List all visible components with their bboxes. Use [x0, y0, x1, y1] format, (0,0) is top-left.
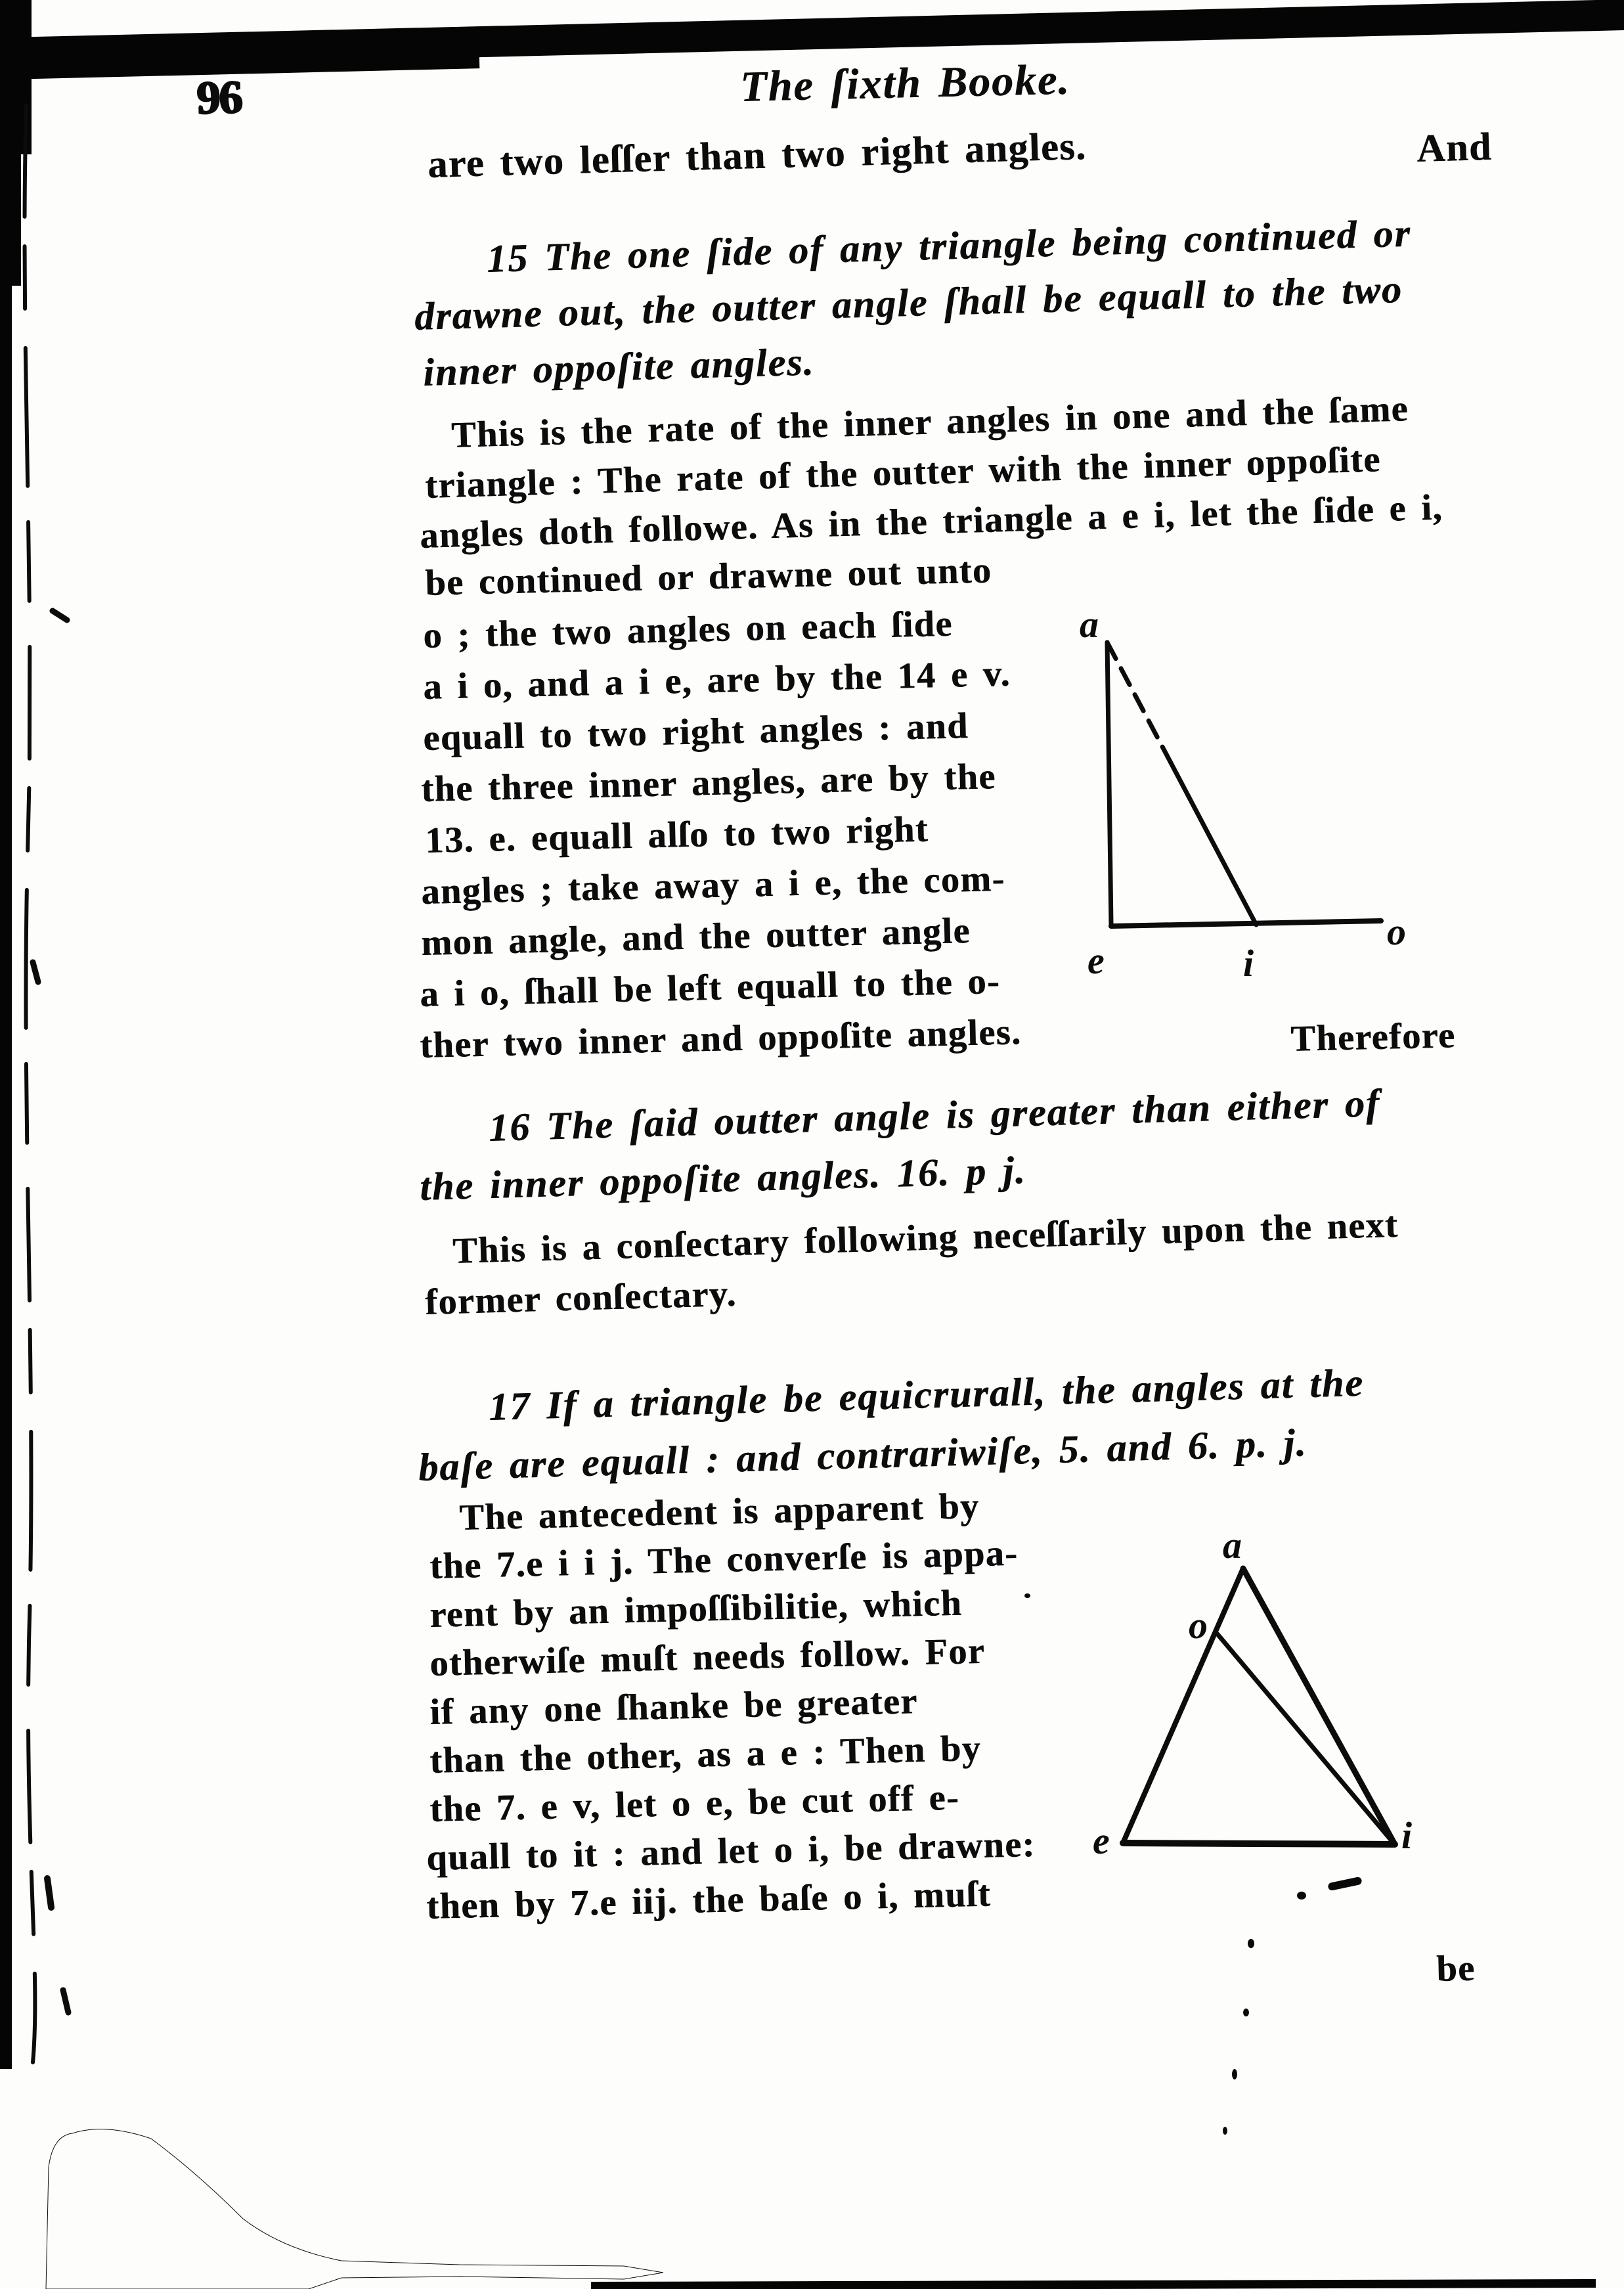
- col15-line-8: mon angle, and the outter angle: [420, 910, 971, 964]
- ink-speck: [1223, 2127, 1227, 2135]
- col17-line-2: the 7.e i i j. The converſe is appa-: [429, 1532, 1019, 1587]
- figure2-base-ei: [1123, 1843, 1395, 1844]
- col15-line-10: ther two inner and oppoſite angles.: [419, 1011, 1022, 1066]
- ink-speck: [1024, 1593, 1030, 1598]
- col17-line-3: rent by an impoſſibilitie, which: [429, 1582, 963, 1635]
- col15-line-3: a i o, and a i e, are by the 14 e v.: [422, 653, 1011, 707]
- col15-line-7: angles ; take away a i e, the com-: [420, 858, 1006, 912]
- therefore-label: Therefore: [1290, 1015, 1456, 1059]
- prop15-line-3: inner oppoſite angles.: [422, 340, 816, 394]
- catchword-be: be: [1436, 1947, 1476, 1989]
- page-title: The ſixth Booke.: [739, 55, 1071, 111]
- figure2-triangle-aeio: [1077, 1524, 1445, 1892]
- col17-line-6: than the other, as a e : Then by: [429, 1727, 982, 1781]
- col15-line-2: o ; the two angles on each ſide: [422, 603, 954, 656]
- ink-speck: [1232, 2069, 1237, 2079]
- col17-line-4: otherwiſe muſt needs follow. For: [429, 1630, 986, 1684]
- figure1-label-e: e: [1087, 939, 1105, 982]
- prop17-line-1: 17 If a triangle be equicrurall, the angles at the: [488, 1360, 1365, 1429]
- ink-speck: [1297, 1892, 1306, 1900]
- col15-line-9: a i o, ſhall be left equall to the o-: [419, 960, 1001, 1015]
- figure1-side-ea: [1107, 642, 1111, 925]
- figure2-side-ai: [1243, 1568, 1395, 1844]
- figure2-label-o: o: [1189, 1604, 1208, 1647]
- para15-line-3: angles doth followe. As in the triangle a e i, let the ſide e i,: [419, 487, 1443, 556]
- figure2-side-ea: [1123, 1568, 1243, 1843]
- col15-line-1: be continued or drawne out unto: [424, 550, 992, 604]
- figure1-label-o: o: [1387, 910, 1406, 953]
- prop16-line-2: the inner oppoſite angles. 16. p j.: [419, 1148, 1027, 1209]
- col17-line-5: if any one ſhanke be greater: [429, 1681, 919, 1733]
- col15-line-6: 13. e. equall alſo to two right: [424, 809, 929, 861]
- scan-artifact-top-band: [0, 0, 1624, 69]
- col15-line-4: equall to two right angles : and: [422, 705, 969, 759]
- para16-line-2: former conſectary.: [424, 1273, 737, 1323]
- col17-line-1: The antecedent is apparent by: [458, 1486, 980, 1538]
- scan-artifact-left-squiggle: [0, 0, 92, 2102]
- para16-line-1: This is a conſectary following neceſſarily upon the next: [452, 1204, 1399, 1272]
- figure1-label-i: i: [1243, 942, 1254, 985]
- page-number: 96: [196, 70, 242, 123]
- intro-line: are two leſſer than two right angles.: [427, 124, 1087, 186]
- col17-line-8: quall to it : and let o i, be drawne:: [426, 1823, 1036, 1878]
- figure1-side-ai-dashed: [1107, 642, 1168, 757]
- col17-line-9: then by 7.e iij. the baſe o i, muſt: [426, 1873, 992, 1927]
- figure1-base-eo: [1111, 921, 1381, 926]
- figure2-label-i: i: [1401, 1814, 1413, 1857]
- col17-line-7: the 7. e v, let o e, be cut off e-: [429, 1777, 960, 1830]
- figure2-label-a: a: [1223, 1524, 1242, 1567]
- prop15-line-2: drawne out, the outter angle ſhall be equall to the two: [414, 267, 1403, 338]
- figure1-label-a: a: [1080, 603, 1099, 646]
- figure2-line-oi: [1218, 1634, 1394, 1843]
- prop15-line-1: 15 The one ſide of any triangle being continued or: [486, 211, 1412, 280]
- col15-line-5: the three inner angles, are by the: [420, 756, 997, 810]
- prop17-line-2: baſe are equall : and contrariwiſe, 5. and 6. p. j.: [418, 1421, 1308, 1489]
- ink-speck: [1248, 1939, 1254, 1948]
- scan-artifact-bottom-bar: [591, 2279, 1596, 2289]
- scan-artifact-bottom-blob: [0, 2089, 722, 2289]
- prop16-line-1: 16 The ſaid outter angle is greater than either of: [488, 1081, 1381, 1149]
- figure1-side-ai-solid: [1168, 757, 1256, 925]
- para15-line-1: This is the rate of the inner angles in one and the ſame: [450, 388, 1409, 456]
- figure1-triangle-aeio: [1051, 585, 1418, 998]
- ink-speck: [1243, 2009, 1249, 2016]
- para15-line-2: triangle : The rate of the outter with the inner oppoſite: [424, 439, 1382, 506]
- figure2-label-e: e: [1093, 1819, 1110, 1862]
- intro-catchword-right: And: [1416, 124, 1493, 170]
